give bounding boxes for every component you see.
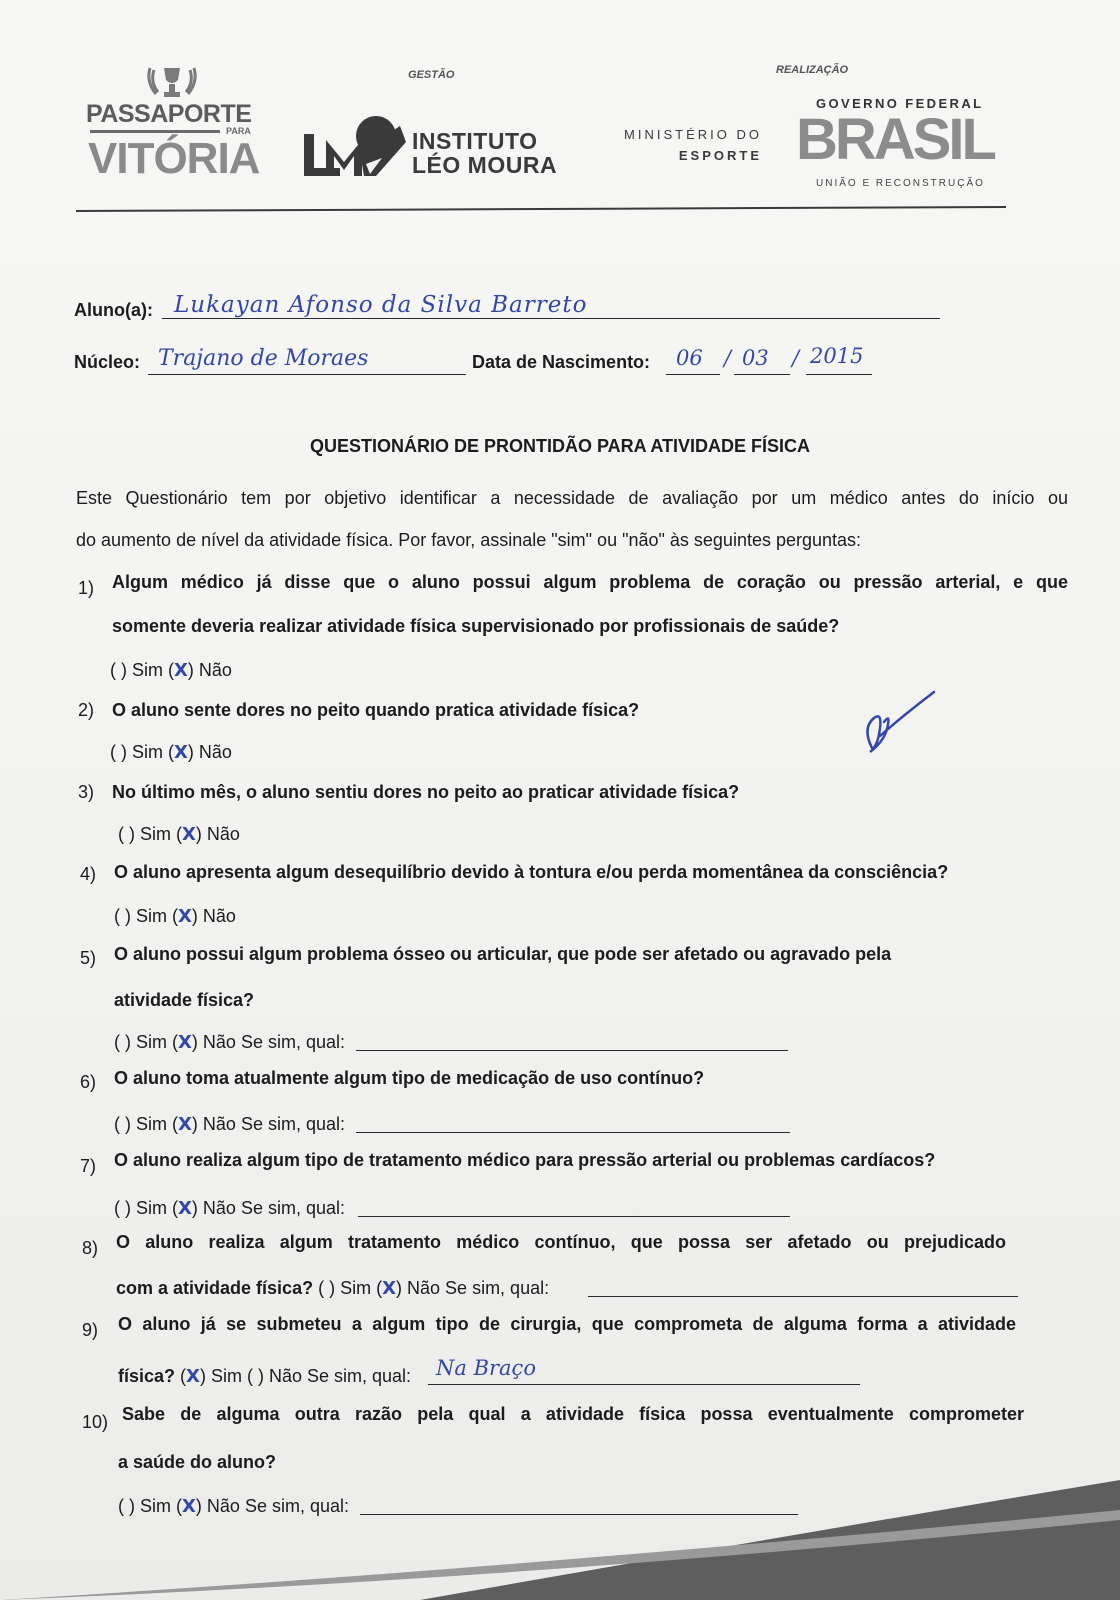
q7-number: 7)	[80, 1156, 97, 1176]
q7-nao-option[interactable]: (X) Não	[172, 1198, 236, 1219]
q3-number: 3)	[78, 782, 95, 802]
q8-nao-option[interactable]: (X) Não	[376, 1278, 441, 1299]
initials-signature-icon	[860, 688, 940, 768]
q4-nao-option[interactable]: (X) Não	[172, 906, 236, 927]
q8-se-sim-label: Se sim, qual:	[445, 1278, 550, 1298]
q8-line2: com a atividade física?	[116, 1278, 314, 1298]
q7-se-sim-label: Se sim, qual:	[240, 1198, 345, 1218]
q5-line1: O aluno possui algum problema ósseo ou articular, que pode ser afetado ou agravado pela	[114, 944, 892, 964]
q8-line1: O aluno realiza algum tratamento médico contínuo, que possa ser afetado ou prejudicado	[116, 1232, 1006, 1252]
questionnaire-title: QUESTIONÁRIO DE PRONTIDÃO PARA ATIVIDADE FÍSICA	[310, 436, 811, 456]
governo-federal-logo	[796, 94, 1016, 194]
aluno-field[interactable]: Lukayan Afonso da Silva Barreto	[174, 292, 588, 318]
gestao-label: GESTÃO	[408, 69, 455, 81]
passaporte-vitoria: VITÓRIA	[88, 134, 260, 183]
q7-sim-option[interactable]: ( ) Sim	[114, 1198, 167, 1218]
passaporte-para: PARA	[226, 126, 251, 136]
q8-line2-row	[116, 1278, 549, 1299]
q7-qual-line[interactable]	[358, 1216, 790, 1217]
q9-qual-line	[428, 1384, 860, 1385]
aluno-field-line	[162, 318, 940, 319]
q3-sim-option[interactable]: ( ) Sim	[118, 824, 171, 844]
q2-line1: O aluno sente dores no peito quando pratica atividade física?	[112, 700, 640, 720]
uniao-reconstrucao-text: UNIÃO E RECONSTRUÇÃO	[816, 178, 985, 189]
q2-nao-mark: X	[174, 742, 188, 763]
realizacao-label: REALIZAÇÃO	[776, 64, 849, 76]
q5-nao-mark: X	[178, 1032, 192, 1053]
instituto-leo-moura-logo	[300, 112, 570, 192]
q6-number: 6)	[80, 1072, 97, 1092]
q7-line1: O aluno realiza algum tipo de tratamento médico para pressão arterial ou problemas cardíacos?	[114, 1150, 936, 1170]
governo-federal-text: GOVERNO FEDERAL	[816, 96, 984, 111]
q1-options	[110, 660, 232, 681]
q5-qual-line[interactable]	[356, 1050, 788, 1051]
nascimento-month-line	[734, 374, 790, 375]
q1-line2: somente deveria realizar atividade física supervisionado por profissionais de saúde?	[112, 616, 840, 636]
q2-number: 2)	[78, 700, 95, 720]
q5-line2: atividade física?	[114, 990, 255, 1010]
q9-sim-option[interactable]: (X) Sim	[180, 1366, 242, 1387]
q9-qual-field[interactable]: Na Braço	[436, 1356, 536, 1380]
nucleo-field-line	[148, 374, 466, 375]
q9-line2-row	[118, 1366, 411, 1387]
nascimento-month-field[interactable]: 03	[742, 346, 769, 370]
q6-line1: O aluno toma atualmente algum tipo de medicação de uso contínuo?	[114, 1068, 705, 1088]
nucleo-field[interactable]: Trajano de Moraes	[158, 346, 369, 371]
nucleo-label: Núcleo:	[74, 352, 141, 372]
q6-nao-mark: X	[178, 1114, 192, 1135]
q9-se-sim-label: Se sim, qual:	[306, 1366, 412, 1386]
passaporte-bar	[90, 130, 220, 133]
q2-options	[110, 742, 232, 763]
q8-number: 8)	[82, 1238, 99, 1258]
q10-nao-option[interactable]: (X) Não	[176, 1496, 240, 1517]
q5-options	[114, 1032, 345, 1053]
q2-sim-option[interactable]: ( ) Sim	[110, 742, 163, 762]
leo-moura-emblem-icon	[300, 112, 412, 184]
intro-line-2: do aumento de nível da atividade física. Por favor, assinale "sim" ou "não" às seguintes perguntas:	[76, 530, 862, 550]
trophy-icon	[142, 64, 202, 100]
q6-sim-option[interactable]: ( ) Sim	[114, 1114, 167, 1134]
passaporte-text: PASSAPORTE	[86, 100, 252, 128]
q9-number: 9)	[82, 1320, 99, 1340]
intro-line-1: Este Questionário tem por objetivo identificar a necessidade de avaliação por um médico antes do início ou	[76, 488, 1068, 508]
instituto-line1: INSTITUTO	[412, 128, 538, 154]
q6-se-sim-label: Se sim, qual:	[240, 1114, 345, 1134]
q1-sim-option[interactable]: ( ) Sim	[110, 660, 163, 680]
q9-line2: física?	[118, 1366, 176, 1386]
nascimento-day-field[interactable]: 06	[676, 346, 703, 370]
q3-line1: No último mês, o aluno sentiu dores no peito ao praticar atividade física?	[112, 782, 740, 802]
brasil-wordmark: BRASIL	[796, 107, 994, 172]
q4-sim-option[interactable]: ( ) Sim	[114, 906, 167, 926]
q5-se-sim-label: Se sim, qual:	[240, 1032, 345, 1052]
q8-sim-option[interactable]: ( ) Sim	[318, 1278, 372, 1298]
q10-number: 10)	[82, 1412, 109, 1432]
header-rule	[76, 206, 1006, 212]
nascimento-day-line	[666, 374, 720, 375]
q5-nao-option[interactable]: (X) Não	[172, 1032, 236, 1053]
q1-nao-mark: X	[174, 660, 188, 681]
q5-sim-option[interactable]: ( ) Sim	[114, 1032, 167, 1052]
q5-number: 5)	[80, 948, 97, 968]
ministerio-line2: ESPORTE	[678, 148, 762, 163]
q9-sim-mark: X	[186, 1366, 200, 1387]
footer-swoosh-icon	[0, 1440, 1120, 1600]
nascimento-year-field[interactable]: 2015	[810, 344, 864, 368]
q10-sim-option[interactable]: ( ) Sim	[118, 1496, 171, 1516]
q6-options	[114, 1114, 345, 1135]
q10-line2: a saúde do aluno?	[118, 1452, 277, 1472]
q4-options	[114, 906, 236, 927]
aluno-label: Aluno(a):	[74, 300, 153, 320]
q3-nao-mark: X	[182, 824, 196, 845]
q1-number: 1)	[78, 578, 95, 598]
ministerio-do-esporte	[590, 124, 762, 166]
q9-line1: O aluno já se submeteu a algum tipo de cirurgia, que comprometa de alguma forma a atividade	[118, 1314, 1016, 1334]
date-separator-2: /	[792, 346, 800, 370]
q3-nao-option[interactable]: (X) Não	[176, 824, 240, 845]
nascimento-label: Data de Nascimento:	[472, 352, 651, 372]
q7-nao-mark: X	[178, 1198, 192, 1219]
q4-nao-mark: X	[178, 906, 192, 927]
q8-qual-line[interactable]	[588, 1296, 1018, 1297]
date-separator-1: /	[724, 346, 732, 370]
q9-nao-option[interactable]: ( ) Não	[246, 1366, 302, 1386]
nascimento-year-line	[806, 374, 872, 375]
q1-line1: Algum médico já disse que o aluno possui algum problema de coração ou pressão arterial, e que	[112, 572, 1068, 592]
instituto-line2: LÉO MOURA	[412, 152, 558, 178]
q4-line1: O aluno apresenta algum desequilíbrio devido à tontura e/ou perda momentânea da consciência?	[114, 862, 949, 882]
q3-options	[118, 824, 240, 845]
q4-number: 4)	[80, 864, 97, 884]
q10-nao-mark: X	[182, 1496, 196, 1517]
q10-line1: Sabe de alguma outra razão pela qual a atividade física possa eventualmente comprometer	[122, 1404, 1024, 1424]
q2-nao-option[interactable]: (X) Não	[168, 742, 232, 763]
q7-options	[114, 1198, 345, 1219]
q1-nao-option[interactable]: (X) Não	[168, 660, 232, 681]
q6-qual-line[interactable]	[356, 1132, 790, 1133]
q6-nao-option[interactable]: (X) Não	[172, 1114, 236, 1135]
q10-se-sim-label: Se sim, qual:	[244, 1496, 349, 1516]
passaporte-logo	[80, 62, 270, 192]
q8-nao-mark: X	[382, 1278, 396, 1299]
ministerio-line1: MINISTÉRIO DO	[624, 127, 762, 142]
